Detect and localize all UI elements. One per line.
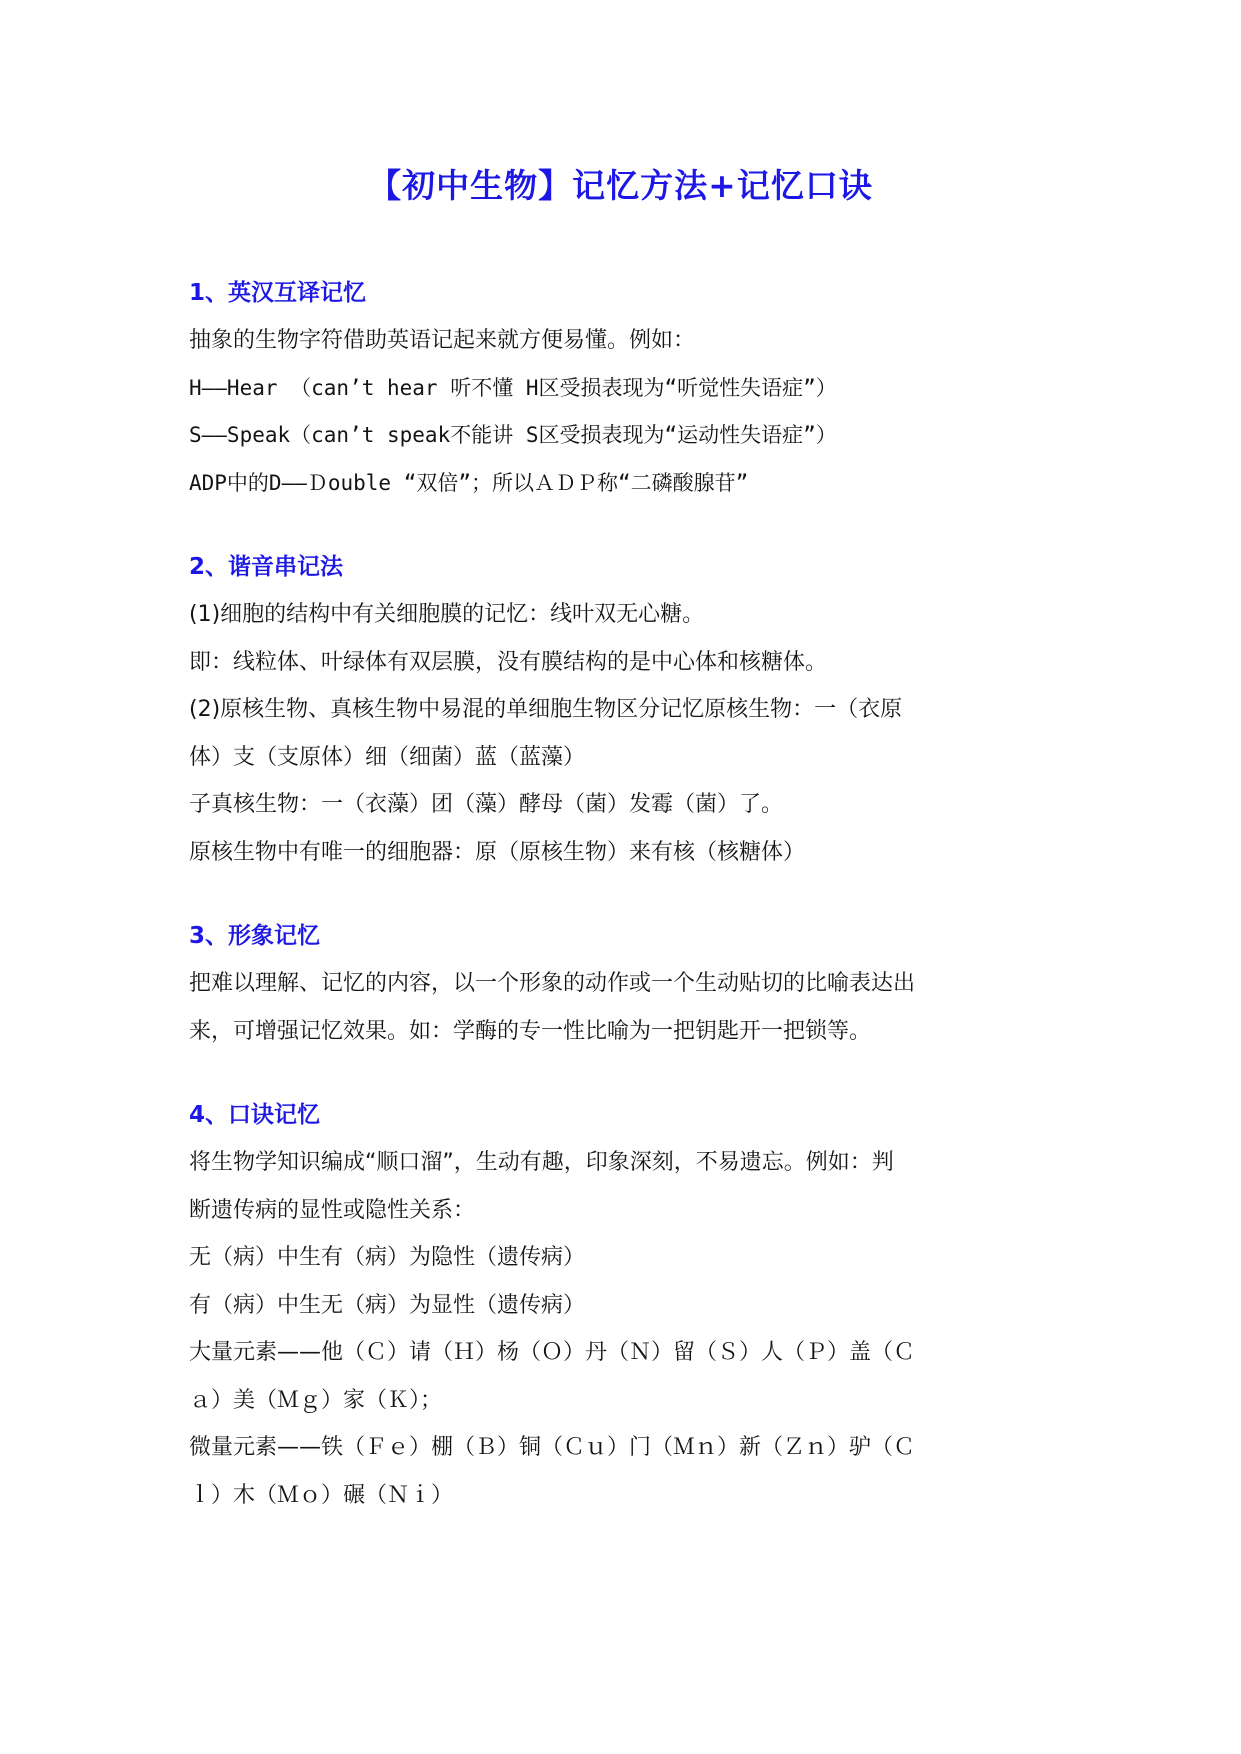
paragraph-line: 大量元素——他（Ｃ）请（Ｈ）杨（Ｏ）丹（Ｎ）留（Ｓ）人（Ｐ）盖（Ｃ [189,1340,916,1365]
section-imagery [189,913,1059,1055]
paragraph-line: ADP中的D——Ｄouble “双倍”；所以ＡＤＰ称“二磷酸腺苷” [189,470,749,495]
section-heading: 2、谐音串记法 [189,554,344,580]
paragraph-line: (1)细胞的结构中有关细胞膜的记忆：线叶双无心糖。 [189,602,705,627]
paragraph-line: 断遗传病的显性或隐性关系： [189,1197,476,1223]
paragraph-line: 将生物学知识编成“顺口溜”，生动有趣，印象深刻，不易遗忘。例如：判 [189,1150,894,1175]
paragraph-line: S——Speak（can’t speak不能讲 S区受损表现为“运动性失语症”） [189,423,837,447]
paragraph-line: H——Hear （can’t hear 听不懂 H区受损表现为“听觉性失语症”） [189,375,837,400]
paragraph-line: 抽象的生物字符借助英语记起来就方便易懂。例如： [189,328,696,353]
paragraph-line: (2)原核生物、真核生物中易混的单细胞生物区分记忆原核生物：一（衣原 [189,697,903,722]
section-heading: 3、形象记忆 [189,923,321,949]
paragraph-line: 无（病）中生有（病）为隐性（遗传病） [189,1245,586,1270]
section-english-chinese [189,270,1059,507]
document-body [189,270,1059,1556]
paragraph-line: 有（病）中生无（病）为显性（遗传病） [189,1292,586,1318]
paragraph-line: ｌ）木（Ｍｏ）碾（Ｎｉ） [189,1482,454,1508]
section-heading: 1、英汉互译记忆 [189,280,367,306]
paragraph-line: 把难以理解、记忆的内容，以一个形象的动作或一个生动贴切的比喻表达出 [189,971,916,996]
paragraph-line: 来，可增强记忆效果。如：学酶的专一性比喻为一把钥匙开一把锁等。 [189,1018,872,1044]
section-heading: 4、口诀记忆 [189,1102,321,1128]
paragraph-line: 微量元素——铁（Ｆｅ）棚（Ｂ）铜（Ｃｕ）门（Ｍｎ）新（Ｚｎ）驴（Ｃ [189,1435,916,1460]
section-mnemonic [189,1092,1059,1519]
paragraph-line: ａ）美（Ｍｇ）家（Ｋ）； [189,1387,443,1413]
paragraph-line: 即：线粒体、叶绿体有双层膜，没有膜结构的是中心体和核糖体。 [189,649,828,675]
paragraph-line: 原核生物中有唯一的细胞器：原（原核生物）来有核（核糖体） [189,839,806,865]
paragraph-line: 体）支（支原体）细（细菌）蓝（蓝藻） [189,744,586,770]
document-title: 【初中生物】记忆方法+记忆口诀 [368,166,873,205]
paragraph-line: 子真核生物：一（衣藻）团（藻）酵母（菌）发霉（菌）了。 [189,792,784,817]
section-homophone [189,544,1059,876]
